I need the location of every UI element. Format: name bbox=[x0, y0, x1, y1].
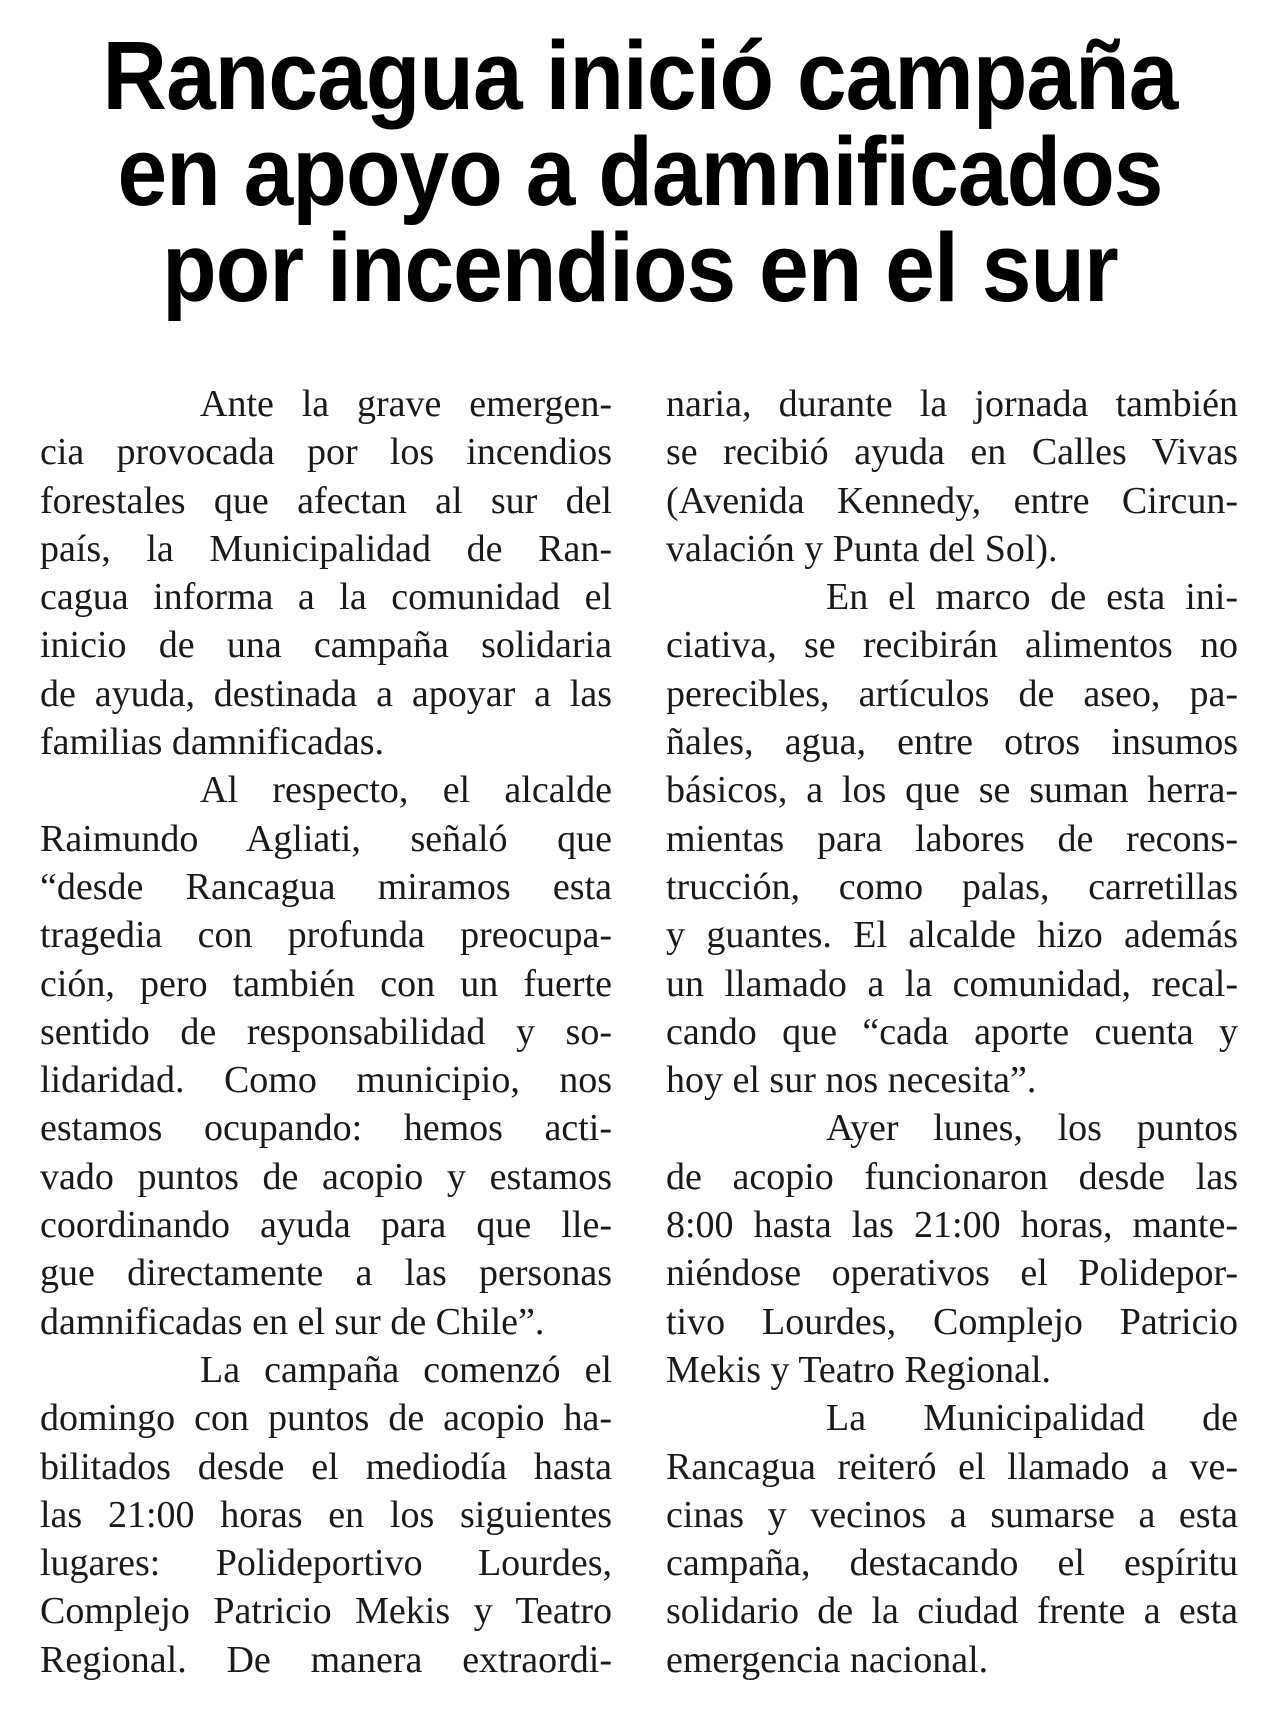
article-column-right bbox=[666, 380, 1238, 1684]
column-text-line: se recibió ayuda en Calles Vivas bbox=[666, 431, 1238, 474]
column-text-line: campaña, destacando el espíritu bbox=[666, 1542, 1238, 1585]
column-text-line: estamos ocupando: hemos acti- bbox=[40, 1107, 612, 1150]
column-text-line: lugares: Polideportivo Lourdes, bbox=[40, 1542, 612, 1585]
column-text-line: mientas para labores de recons- bbox=[666, 817, 1238, 860]
column-text-line: básicos, a los que se suman herra- bbox=[666, 769, 1238, 812]
column-text-line: hoy el sur nos necesita”. bbox=[666, 1059, 1037, 1102]
column-text-line: forestales que afectan al sur del bbox=[40, 479, 612, 522]
column-text-line: país, la Municipalidad de Ran- bbox=[40, 527, 612, 570]
column-text-line: La Municipalidad de bbox=[826, 1397, 1238, 1440]
column-text-line: Ayer lunes, los puntos bbox=[826, 1107, 1238, 1150]
column-text-line: ñales, agua, entre otros insumos bbox=[666, 721, 1238, 764]
column-text-line: Al respecto, el alcalde bbox=[200, 769, 612, 812]
column-text-line: inicio de una campaña solidaria bbox=[40, 624, 612, 667]
column-text-line: familias damnificadas. bbox=[40, 721, 384, 764]
column-text-line: emergencia nacional. bbox=[666, 1638, 989, 1681]
column-text-line: niéndose operativos el Polidepor- bbox=[666, 1252, 1238, 1295]
column-text-line: gue directamente a las personas bbox=[40, 1252, 612, 1295]
column-text-line: tivo Lourdes, Complejo Patricio bbox=[666, 1300, 1238, 1343]
article-headline bbox=[79, 21, 1201, 322]
column-text-line: “desde Rancagua miramos esta bbox=[40, 865, 612, 908]
column-text-line: cia provocada por los incendios bbox=[40, 431, 612, 474]
column-text-line: 8:00 hasta las 21:00 horas, mante- bbox=[666, 1204, 1238, 1247]
column-text-line: valación y Punta del Sol). bbox=[666, 527, 1058, 570]
column-text-line: trucción, como palas, carretillas bbox=[666, 865, 1238, 908]
column-text-line: de ayuda, destinada a apoyar a las bbox=[40, 672, 612, 715]
column-text-line: Mekis y Teatro Regional. bbox=[666, 1348, 1052, 1391]
column-text-line: (Avenida Kennedy, entre Circun- bbox=[666, 479, 1238, 522]
column-text-line: coordinando ayuda para que lle- bbox=[40, 1204, 612, 1247]
column-text-line: domingo con puntos de acopio ha- bbox=[40, 1397, 612, 1440]
column-text-line: tragedia con profunda preocupa- bbox=[40, 914, 612, 957]
column-text-line: las 21:00 horas en los siguientes bbox=[40, 1493, 612, 1536]
headline-line: por incendios en el sur bbox=[162, 213, 1118, 322]
headline-line: Rancagua inició campaña bbox=[102, 21, 1178, 130]
column-text-line: y guantes. El alcalde hizo además bbox=[666, 914, 1238, 957]
column-text-line: Raimundo Agliati, señaló que bbox=[40, 817, 612, 860]
column-text-line: cando que “cada aporte cuenta y bbox=[666, 1010, 1238, 1053]
column-text-line: Complejo Patricio Mekis y Teatro bbox=[40, 1590, 612, 1633]
column-text-line: perecibles, artículos de aseo, pa- bbox=[666, 672, 1238, 715]
column-text-line: bilitados desde el mediodía hasta bbox=[40, 1445, 612, 1488]
column-text-line: damnificadas en el sur de Chile”. bbox=[40, 1300, 545, 1343]
headline-line: en apoyo a damnificados bbox=[117, 117, 1163, 226]
column-text-line: lidaridad. Como municipio, nos bbox=[40, 1059, 612, 1102]
column-text-line: En el marco de esta ini- bbox=[826, 576, 1238, 619]
article-column-left bbox=[40, 380, 612, 1684]
column-text-line: vado puntos de acopio y estamos bbox=[40, 1155, 612, 1198]
column-text-line: un llamado a la comunidad, recal- bbox=[666, 962, 1238, 1005]
column-text-line: naria, durante la jornada también bbox=[666, 383, 1238, 425]
column-text-line: Rancagua reiteró el llamado a ve- bbox=[666, 1445, 1238, 1488]
column-text-line: solidario de la ciudad frente a esta bbox=[666, 1590, 1238, 1633]
column-text-line: La campaña comenzó el bbox=[200, 1348, 612, 1391]
column-text-line: ción, pero también con un fuerte bbox=[40, 962, 612, 1005]
column-text-line: cinas y vecinos a sumarse a esta bbox=[666, 1493, 1238, 1536]
column-text-line: ciativa, se recibirán alimentos no bbox=[666, 624, 1238, 667]
column-text-line: sentido de responsabilidad y so- bbox=[40, 1010, 612, 1053]
column-text-line: de acopio funcionaron desde las bbox=[666, 1155, 1238, 1198]
column-text-line: Ante la grave emergen- bbox=[200, 383, 612, 425]
column-text-line: cagua informa a la comunidad el bbox=[40, 576, 612, 619]
column-text-line: Regional. De manera extraordi- bbox=[40, 1638, 612, 1681]
